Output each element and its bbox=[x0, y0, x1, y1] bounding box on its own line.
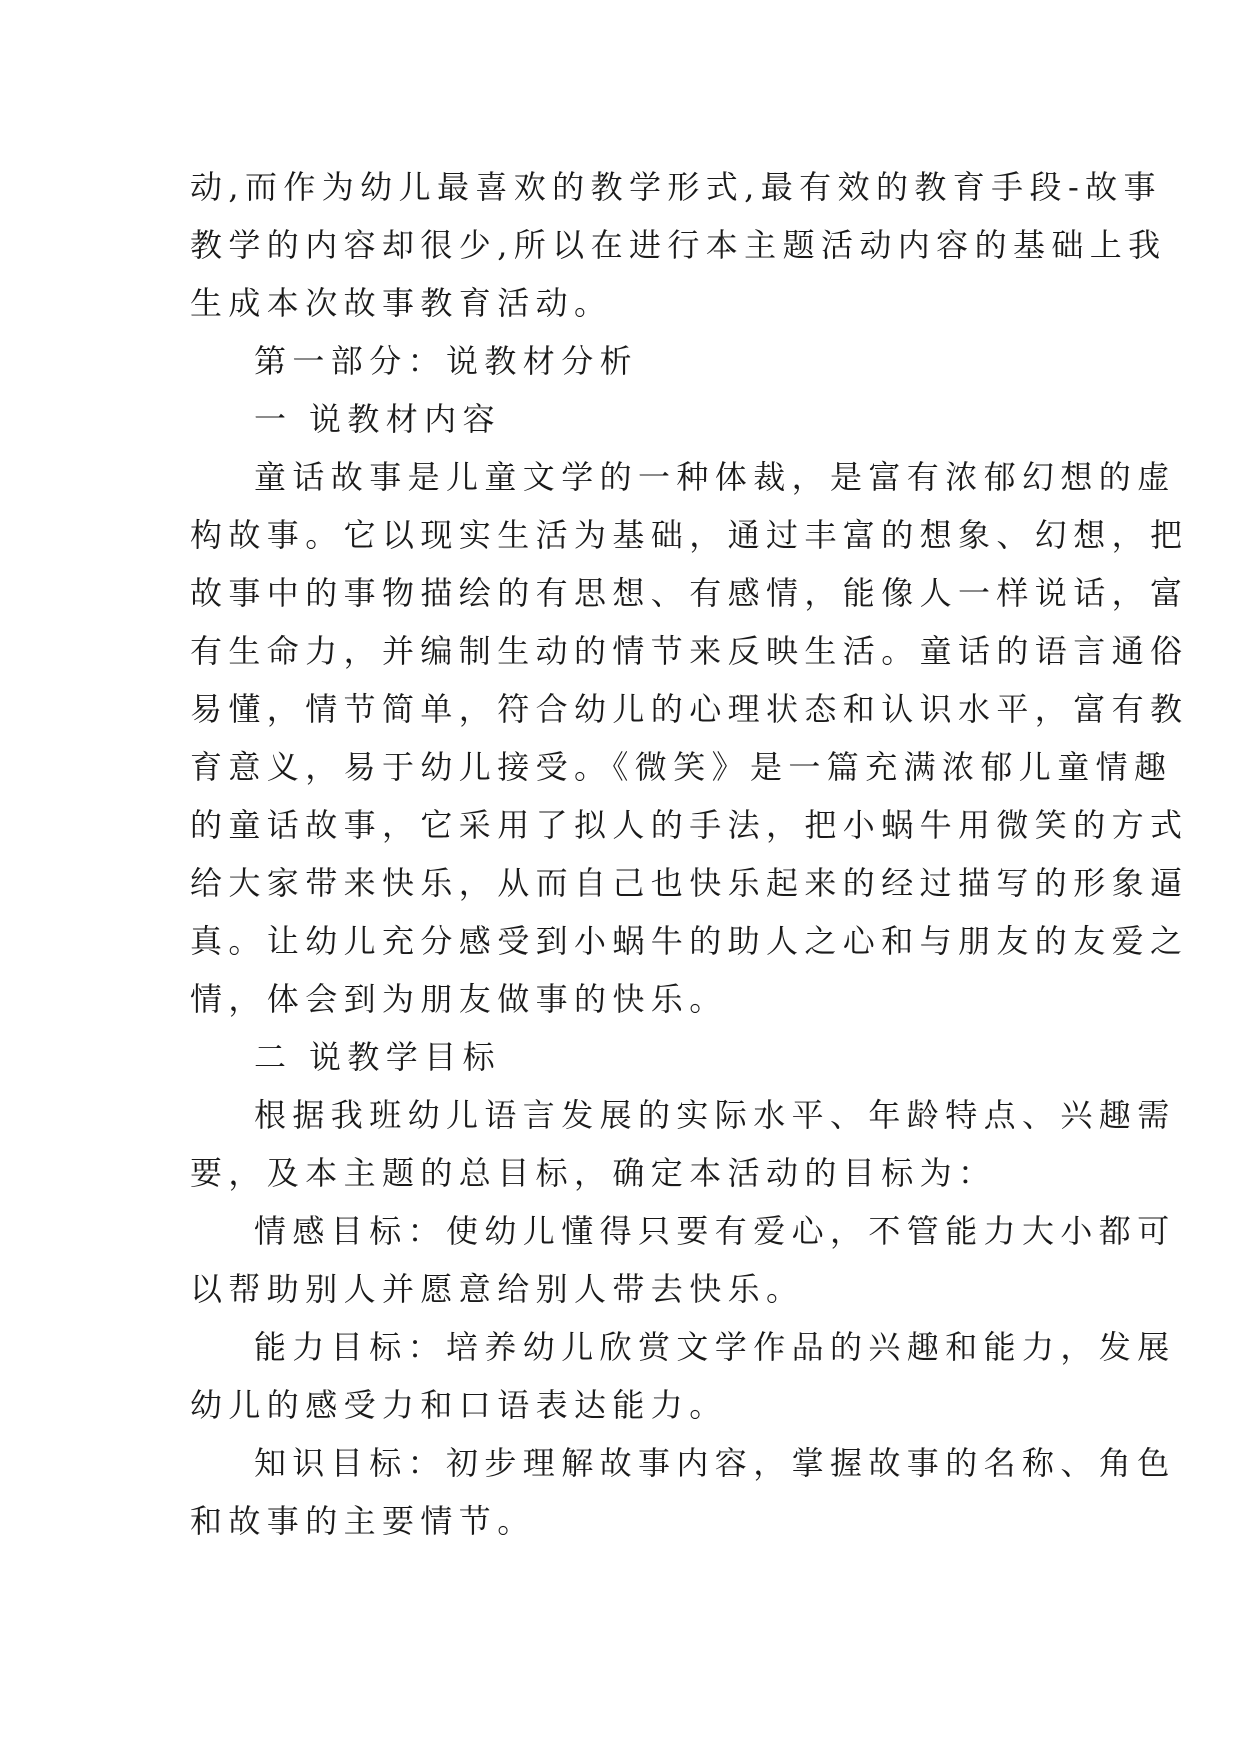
text-line-10: 易懂，情节简单，符合幼儿的心理状态和认识水平，富有教 bbox=[190, 690, 1189, 728]
text-line-11: 育意义，易于幼儿接受。《微笑》是一篇充满浓郁儿童情趣 bbox=[190, 748, 1173, 786]
text-line-23: 知识目标：初步理解故事内容，掌握故事的名称、角色 bbox=[254, 1444, 1176, 1482]
text-line-3: 生成本次故事教育活动。 bbox=[190, 284, 613, 322]
document-page bbox=[190, 158, 1189, 1550]
text-line-24: 和故事的主要情节。 bbox=[190, 1502, 536, 1540]
text-line-21: 能力目标：培养幼儿欣赏文学作品的兴趣和能力，发展 bbox=[254, 1328, 1176, 1366]
text-line-9: 有生命力，并编制生动的情节来反映生活。童话的语言通俗 bbox=[190, 632, 1189, 670]
text-line-7: 构故事。它以现实生活为基础，通过丰富的想象、幻想，把 bbox=[190, 516, 1189, 554]
subheading-content: 一 说教材内容 bbox=[254, 400, 501, 438]
text-line-1: 动,而作为幼儿最喜欢的教学形式,最有效的教育手段-故事 bbox=[190, 168, 1162, 206]
text-line-17: 根据我班幼儿语言发展的实际水平、年龄特点、兴趣需 bbox=[254, 1096, 1176, 1134]
text-line-14: 真。让幼儿充分感受到小蜗牛的助人之心和与朋友的友爱之 bbox=[190, 922, 1189, 960]
text-line-13: 给大家带来快乐，从而自己也快乐起来的经过描写的形象逼 bbox=[190, 864, 1189, 902]
text-line-12: 的童话故事，它采用了拟人的手法，把小蜗牛用微笑的方式 bbox=[190, 806, 1189, 844]
subheading-objectives: 二 说教学目标 bbox=[254, 1038, 501, 1076]
section-heading-part-one: 第一部分：说教材分析 bbox=[254, 342, 639, 380]
text-line-6: 童话故事是儿童文学的一种体裁，是富有浓郁幻想的虚 bbox=[254, 458, 1176, 496]
text-line-8: 故事中的事物描绘的有思想、有感情，能像人一样说话，富 bbox=[190, 574, 1189, 612]
text-line-18: 要，及本主题的总目标，确定本活动的目标为： bbox=[190, 1154, 997, 1192]
text-line-2: 教学的内容却很少,所以在进行本主题活动内容的基础上我 bbox=[190, 226, 1167, 264]
text-line-22: 幼儿的感受力和口语表达能力。 bbox=[190, 1386, 728, 1424]
text-line-20: 以帮助别人并愿意给别人带去快乐。 bbox=[190, 1270, 805, 1308]
text-line-19: 情感目标：使幼儿懂得只要有爱心，不管能力大小都可 bbox=[254, 1212, 1176, 1250]
text-line-15: 情，体会到为朋友做事的快乐。 bbox=[190, 980, 728, 1018]
